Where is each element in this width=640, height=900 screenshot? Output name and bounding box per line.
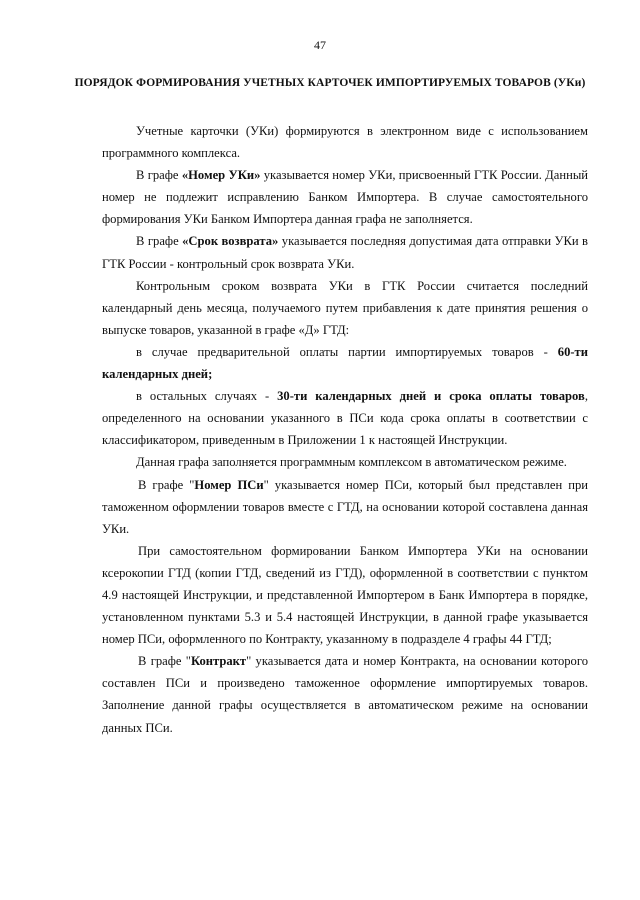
- paragraph-auto-fill: [102, 451, 588, 473]
- field-name-srok-vozvrata: «Срок возврата»: [182, 234, 279, 249]
- paragraph-other-cases: [102, 385, 588, 451]
- other-cases-days: 30-ти календарных дней и срока оплаты товаров: [277, 389, 585, 404]
- prepayment-days: 60-ти календарных дней;: [102, 344, 588, 382]
- paragraph-control-deadline-text: Контрольным сроком возврата УКи в ГТК России считается последний календарный день месяца, получаемого путем прибавления к дате принятия решения о выпуске товаров, указанной в графе «Д» ГТД:: [102, 278, 588, 337]
- paragraph-nomer-uki-post: указывается номер УКи, присвоенный ГТК России. Данный номер не подлежит исправлению Банком Импортера. В случае самостоятельного формирования УКи Банком Импортера данная графа не заполняется.: [102, 168, 589, 227]
- page-number: 47: [314, 38, 326, 52]
- paragraph-prepayment-case: [102, 341, 588, 385]
- page-title: ПОРЯДОК ФОРМИРОВАНИЯ УЧЕТНЫХ КАРТОЧЕК ИМПОРТИРУЕМЫХ ТОВАРОВ (УКи): [74, 77, 586, 89]
- paragraph-srok-vozvrata-pre: В графе: [136, 234, 183, 249]
- paragraph-other-cases-pre: в остальных случаях -: [136, 389, 278, 404]
- paragraph-intro-text: Учетные карточки (УКи) формируются в электронном виде с использованием программного комплекса.: [102, 124, 588, 161]
- paragraph-self-forming: [102, 540, 588, 650]
- paragraph-srok-vozvrata-post: указывается последняя допустимая дата отправки УКи в ГТК России - контрольный срок возврата УКи.: [102, 234, 588, 271]
- paragraph-nomer-psi-pre: В графе ": [138, 477, 195, 492]
- paragraph-kontrakt: [102, 650, 588, 738]
- paragraph-nomer-psi-post: " указывается номер ПСи, который был представлен при таможенном оформлении товаров вместе с ГТД, на основании которой составлена данная УКи.: [102, 477, 588, 536]
- document-body: [102, 120, 588, 739]
- field-name-kontrakt: Контракт: [190, 654, 247, 669]
- paragraph-nomer-uki: [102, 164, 588, 230]
- paragraph-nomer-psi: [102, 474, 588, 540]
- field-name-nomer-uki: «Номер УКи»: [181, 168, 261, 183]
- paragraph-other-cases-post: , определенного на основании указанного в ПСи кода срока оплаты в соответствии с классификатором, приведенным в Приложении 1 к настоящей Инструкции.: [102, 389, 588, 448]
- paragraph-auto-fill-text: Данная графа заполняется программным комплексом в автоматическом режиме.: [136, 455, 567, 470]
- field-name-nomer-psi: Номер ПСи: [194, 477, 264, 492]
- paragraph-srok-vozvrata: [102, 230, 588, 274]
- paragraph-kontrakt-post: " указывается дата и номер Контракта, на основании которого составлен ПСи и произведено таможенное оформление импортируемых товаров. Заполнение данной графы осуществляется в автоматическом режиме на основании данных ПСи.: [102, 654, 588, 735]
- paragraph-prepayment-case-pre: в случае предварительной оплаты партии импортируемых товаров -: [136, 344, 558, 359]
- paragraph-nomer-uki-pre: В графе: [136, 168, 182, 183]
- paragraph-kontrakt-pre: В графе ": [138, 654, 191, 669]
- paragraph-self-forming-text: При самостоятельном формировании Банком Импортера УКи на основании ксерокопии ГТД (копии ГТД, сведений из ГТД), оформленной в соответствии с пунктом 4.9 настоящей Инструкции, и представленной Импортером в Банк Импортера в порядке, установленном пунктами 5.3 и 5.4 настоящей Инструкции, в данной графе указывается номер ПСи, оформленного по Контракту, указанному в подразделе 4 графы 44 ГТД;: [102, 543, 588, 647]
- paragraph-control-deadline: [102, 275, 588, 341]
- paragraph-intro: [102, 120, 588, 164]
